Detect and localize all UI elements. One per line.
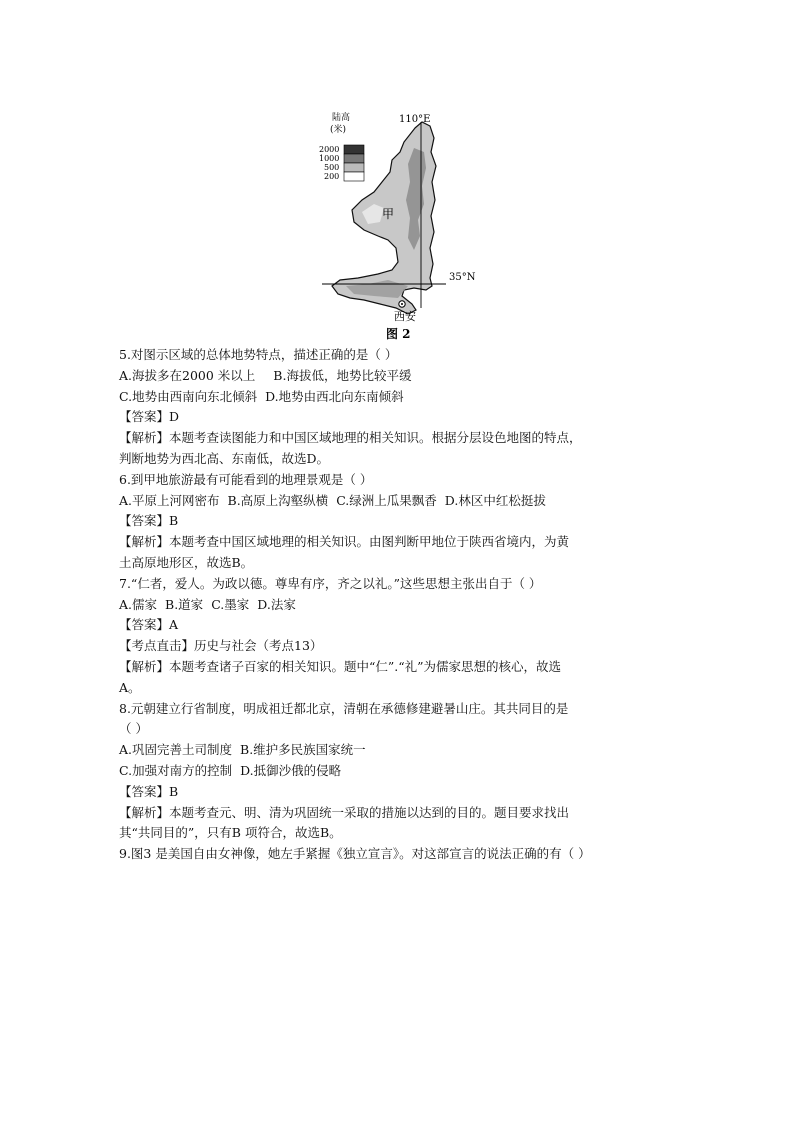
q6-option-a: A.平原上河网密布 <box>119 492 220 508</box>
q8-analysis-line-2: 其“共同目的”，只有B 项符合，故选B。 <box>119 825 342 841</box>
q8-options-row-1 <box>119 740 679 761</box>
relief-map-figure <box>318 108 488 344</box>
q8-option-d: D.抵御沙俄的侵略 <box>240 762 342 778</box>
city-marker-dot <box>401 303 403 305</box>
legend-swatch-1000 <box>344 154 364 163</box>
figure-caption: 图 2 <box>386 327 411 341</box>
q8-analysis-line-1: 【解析】本题考查元、明、清为巩固统一采取的措施以达到的目的。题目要求找出 <box>119 804 570 820</box>
q8-stem-line-1: 8.元朝建立行省制度，明成祖迁都北京，清朝在承德修建避暑山庄。其共同目的是 <box>119 700 569 716</box>
q5-option-b: B.海拔低，地势比较平缓 <box>273 367 412 383</box>
question-content <box>119 345 679 865</box>
q5-options-row-2 <box>119 387 679 408</box>
q5-analysis-line-1: 【解析】本题考查读图能力和中国区域地理的相关知识。根据分层设色地图的特点， <box>119 430 582 446</box>
q5-answer: 【答案】D <box>119 409 180 425</box>
q5-option-c: C.地势由西南向东北倾斜 <box>119 388 258 404</box>
q5-stem: 5.对图示区域的总体地势特点，描述正确的是（ ） <box>119 347 398 362</box>
q6-analysis-line-1: 【解析】本题考查中国区域地理的相关知识。由图判断甲地位于陕西省境内，为黄 <box>119 534 570 550</box>
legend-swatch-500 <box>344 163 364 172</box>
q7-option-b: B.道家 <box>165 596 204 612</box>
q7-stem: 7.“仁者，爱人。为政以德。尊卑有序，齐之以礼。”这些思想主张出自于（ ） <box>119 575 542 591</box>
legend-swatch-200 <box>344 172 364 181</box>
q6-option-c: C.绿洲上瓜果飘香 <box>336 492 437 508</box>
legend-unit: (米) <box>330 125 347 135</box>
q8-option-b: B.维护多民族国家统一 <box>240 742 366 758</box>
q7-option-c: C.墨家 <box>211 596 250 612</box>
q7-answer: 【答案】A <box>119 617 179 633</box>
q8-stem-line-2: （ ） <box>119 721 148 737</box>
q7-analysis-line-1: 【解析】本题考查诸子百家的相关知识。题中“仁”.“礼”为儒家思想的核心，故选 <box>119 658 562 674</box>
longitude-label: 110°E <box>399 114 431 125</box>
q6-option-b: B.高原上沟壑纵横 <box>227 492 329 508</box>
legend-value-200: 200 <box>324 172 340 181</box>
q9-stem: 9.图3 是美国自由女神像，她左手紧握《独立宣言》。对这部宣言的说法正确的有（ ） <box>119 846 591 862</box>
q6-options-row <box>119 491 679 512</box>
q8-option-a: A.巩固完善土司制度 <box>119 742 233 758</box>
legend-value-2000: 2000 <box>319 145 340 154</box>
legend-title: 陆高 <box>332 113 351 123</box>
q5-analysis-line-2: 判断地势为西北高、东南低，故选D。 <box>119 450 330 466</box>
q6-option-d: D.林区中红松挺拔 <box>444 492 546 508</box>
q7-kaodian: 【考点直击】历史与社会（考点13） <box>119 638 323 654</box>
q7-option-d: D.法家 <box>257 596 296 612</box>
q5-options-row-1 <box>119 366 679 387</box>
legend-swatch-2000 <box>344 145 364 154</box>
region-label: 甲 <box>382 207 395 221</box>
q8-options-row-2 <box>119 761 679 782</box>
q6-stem: 6.到甲地旅游最有可能看到的地理景观是（ ） <box>119 471 373 487</box>
city-label: 西安 <box>394 310 416 323</box>
q5-option-a: A.海拔多在2000 米以上 <box>119 367 256 383</box>
legend-value-500: 500 <box>324 163 340 172</box>
q6-answer: 【答案】B <box>119 513 179 529</box>
latitude-label: 35°N <box>449 272 476 283</box>
q8-answer: 【答案】B <box>119 783 179 799</box>
q6-analysis-line-2: 土高原地形区，故选B。 <box>119 554 254 570</box>
legend-value-1000: 1000 <box>319 154 340 163</box>
q5-option-d: D.地势由西北向东南倾斜 <box>265 388 404 404</box>
q7-analysis-line-2: A。 <box>119 679 141 695</box>
q7-options-row <box>119 595 679 616</box>
q8-option-c: C.加强对南方的控制 <box>119 762 233 778</box>
q7-option-a: A.儒家 <box>119 596 158 612</box>
